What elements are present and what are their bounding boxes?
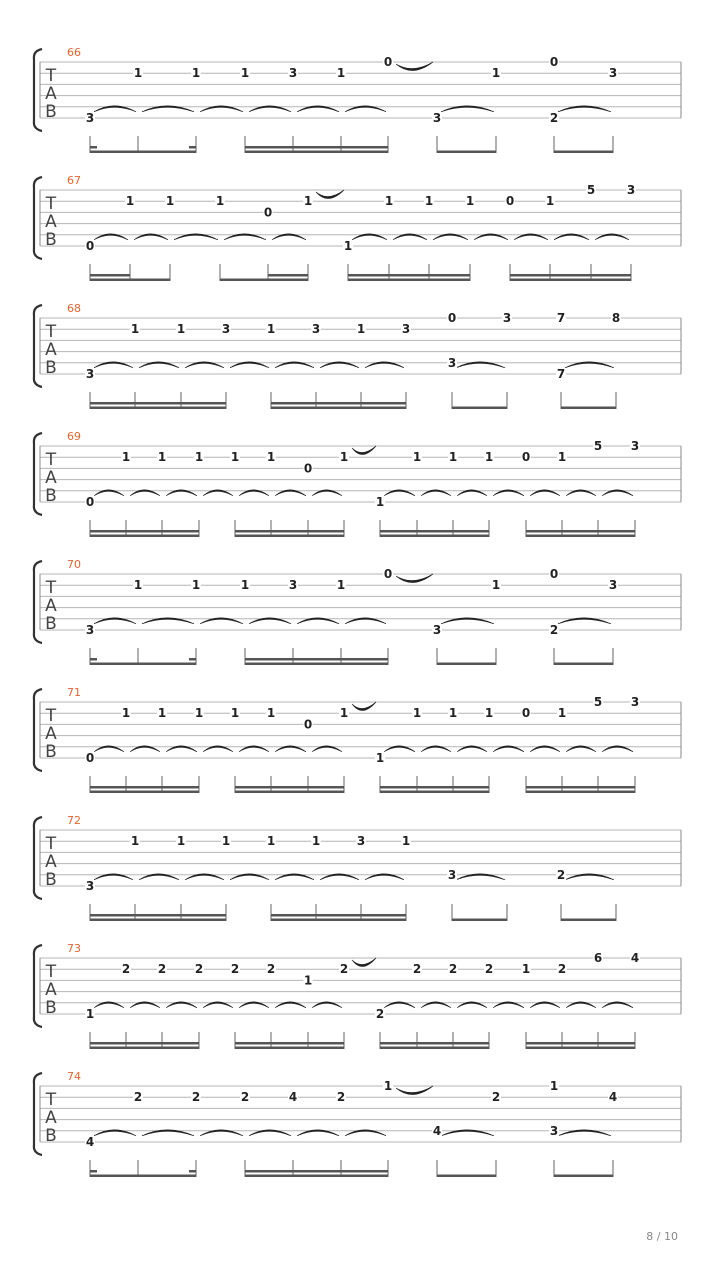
measure-number: 74 bbox=[67, 1070, 81, 1083]
beam bbox=[526, 1042, 635, 1045]
fret-number: 2 bbox=[157, 962, 167, 977]
fret-number: 1 bbox=[133, 578, 143, 593]
tab-clef-letter: B bbox=[45, 230, 57, 250]
beam bbox=[90, 407, 226, 410]
beam bbox=[271, 407, 406, 410]
tab-system bbox=[34, 174, 681, 281]
tab-clef-letter: T bbox=[45, 322, 57, 342]
fret-number: 1 bbox=[266, 706, 276, 721]
beam bbox=[452, 407, 507, 410]
tab-clef-letter: B bbox=[45, 614, 57, 634]
beam bbox=[90, 535, 199, 538]
system-bracket bbox=[34, 49, 42, 131]
fret-number: 1 bbox=[557, 706, 567, 721]
beam bbox=[90, 402, 226, 405]
tab-clef-letter: A bbox=[45, 84, 57, 104]
tab-system bbox=[34, 46, 681, 153]
measure-number: 67 bbox=[67, 174, 81, 187]
fret-number: 0 bbox=[383, 55, 393, 69]
fret-number: 3 bbox=[288, 578, 298, 593]
measure-number: 70 bbox=[67, 558, 81, 571]
tab-clef-letter: B bbox=[45, 486, 57, 506]
fret-number: 3 bbox=[432, 623, 442, 637]
tab-system bbox=[34, 302, 681, 409]
fret-number: 1 bbox=[191, 578, 201, 593]
fret-number: 1 bbox=[125, 194, 135, 209]
fret-number: 3 bbox=[432, 111, 442, 125]
fret-number: 1 bbox=[266, 322, 276, 337]
beam bbox=[90, 663, 196, 666]
tie-arc bbox=[352, 446, 376, 455]
beam bbox=[526, 1047, 635, 1050]
fret-number: 1 bbox=[266, 450, 276, 465]
beam bbox=[245, 1175, 388, 1178]
beam bbox=[554, 663, 613, 666]
beam bbox=[380, 535, 489, 538]
tie-arc bbox=[396, 1086, 433, 1095]
fret-number: 1 bbox=[121, 450, 131, 465]
tab-clef-letter: T bbox=[45, 706, 57, 726]
tab-clef-letter: A bbox=[45, 724, 57, 744]
fret-number: 0 bbox=[263, 205, 273, 220]
fret-number: 2 bbox=[266, 962, 276, 977]
beam bbox=[554, 151, 613, 154]
fret-number: 2 bbox=[230, 962, 240, 977]
fret-number: 3 bbox=[447, 867, 457, 882]
tab-clef-letter: T bbox=[45, 66, 57, 86]
beam bbox=[348, 279, 470, 282]
fret-number: 0 bbox=[303, 461, 313, 476]
fret-number: 4 bbox=[432, 1123, 442, 1138]
fret-number: 1 bbox=[191, 66, 201, 81]
page-number: 8 / 10 bbox=[646, 1230, 678, 1243]
beam bbox=[90, 1042, 199, 1045]
fret-number: 4 bbox=[85, 1135, 95, 1149]
fret-number: 1 bbox=[85, 1007, 95, 1021]
fret-number: 3 bbox=[630, 695, 640, 709]
beam bbox=[452, 919, 507, 922]
beam bbox=[90, 791, 199, 794]
fret-number: 1 bbox=[303, 973, 313, 988]
fret-number: 7 bbox=[556, 311, 566, 325]
beam bbox=[554, 1175, 613, 1178]
tab-system bbox=[34, 1070, 681, 1177]
measure-number: 72 bbox=[67, 814, 81, 827]
fret-number: 1 bbox=[130, 834, 140, 849]
measure-number: 73 bbox=[67, 942, 81, 955]
tab-clef-letter: T bbox=[45, 834, 57, 854]
fret-number: 2 bbox=[491, 1090, 501, 1105]
measure-number: 71 bbox=[67, 686, 81, 699]
fret-number: 3 bbox=[447, 355, 457, 370]
tab-clef-letter: T bbox=[45, 194, 57, 214]
fret-number: 0 bbox=[549, 567, 559, 581]
fret-number: 2 bbox=[484, 962, 494, 977]
tab-clef-letter: B bbox=[45, 1126, 57, 1146]
fret-number: 1 bbox=[336, 66, 346, 81]
fret-number: 2 bbox=[121, 962, 131, 977]
fret-number: 1 bbox=[176, 322, 186, 337]
beam bbox=[245, 663, 388, 666]
beam-stub bbox=[189, 146, 196, 149]
system-bracket bbox=[34, 817, 42, 899]
fret-number: 3 bbox=[356, 834, 366, 849]
fret-number: 1 bbox=[412, 450, 422, 465]
fret-number: 1 bbox=[356, 322, 366, 337]
fret-number: 0 bbox=[383, 567, 393, 581]
beam bbox=[235, 535, 344, 538]
system-bracket bbox=[34, 945, 42, 1027]
beam bbox=[271, 914, 406, 917]
beam-stub bbox=[90, 1170, 97, 1173]
beam bbox=[380, 791, 489, 794]
tab-clef-letter: T bbox=[45, 578, 57, 598]
fret-number: 3 bbox=[221, 322, 231, 337]
fret-number: 1 bbox=[557, 450, 567, 465]
fret-number: 4 bbox=[630, 951, 640, 965]
fret-number: 2 bbox=[375, 1007, 385, 1021]
beam bbox=[90, 530, 199, 533]
fret-number: 1 bbox=[343, 239, 353, 253]
beam bbox=[437, 1175, 496, 1178]
fret-number: 0 bbox=[85, 239, 95, 253]
tie-arc bbox=[316, 190, 344, 199]
fret-number: 1 bbox=[221, 834, 231, 849]
fret-number: 2 bbox=[336, 1090, 346, 1105]
beam bbox=[245, 146, 388, 149]
fret-number: 2 bbox=[133, 1090, 143, 1105]
fret-number: 0 bbox=[505, 194, 515, 209]
fret-number: 0 bbox=[521, 706, 531, 721]
measure-number: 69 bbox=[67, 430, 81, 443]
beam bbox=[245, 658, 388, 661]
fret-number: 1 bbox=[339, 706, 349, 721]
beam-stub bbox=[189, 658, 196, 661]
fret-number: 3 bbox=[608, 66, 618, 81]
beam bbox=[220, 279, 308, 282]
fret-number: 1 bbox=[339, 450, 349, 465]
fret-number: 7 bbox=[556, 367, 566, 381]
beam bbox=[235, 791, 344, 794]
fret-number: 1 bbox=[545, 194, 555, 209]
beam bbox=[561, 407, 616, 410]
tab-clef-letter: A bbox=[45, 1108, 57, 1128]
beam bbox=[271, 919, 406, 922]
fret-number: 1 bbox=[133, 66, 143, 81]
fret-number: 0 bbox=[303, 717, 313, 732]
fret-number: 1 bbox=[157, 450, 167, 465]
fret-number: 1 bbox=[412, 706, 422, 721]
fret-number: 6 bbox=[593, 951, 603, 965]
beam bbox=[380, 1042, 489, 1045]
fret-number: 1 bbox=[230, 706, 240, 721]
tab-clef-letter: A bbox=[45, 980, 57, 1000]
fret-number: 1 bbox=[383, 1079, 393, 1093]
beam bbox=[245, 1170, 388, 1173]
beam bbox=[380, 786, 489, 789]
fret-number: 2 bbox=[412, 962, 422, 977]
fret-number: 1 bbox=[491, 578, 501, 593]
tab-clef-letter: B bbox=[45, 998, 57, 1018]
fret-number: 1 bbox=[336, 578, 346, 593]
fret-number: 1 bbox=[121, 706, 131, 721]
fret-number: 1 bbox=[176, 834, 186, 849]
fret-number: 1 bbox=[448, 450, 458, 465]
fret-number: 3 bbox=[85, 111, 95, 125]
tab-clef-letter: B bbox=[45, 870, 57, 890]
beam bbox=[561, 919, 616, 922]
fret-number: 2 bbox=[556, 867, 566, 882]
fret-number: 3 bbox=[311, 322, 321, 337]
beam bbox=[437, 151, 496, 154]
beam bbox=[90, 1175, 196, 1178]
beam bbox=[90, 279, 170, 282]
beam bbox=[90, 151, 196, 154]
fret-number: 3 bbox=[401, 322, 411, 337]
system-bracket bbox=[34, 1073, 42, 1155]
tie-arc bbox=[396, 574, 433, 583]
tie-arc bbox=[352, 958, 376, 967]
beam-stub bbox=[90, 274, 130, 277]
tie-arc bbox=[396, 62, 433, 71]
fret-number: 1 bbox=[375, 751, 385, 765]
fret-number: 2 bbox=[194, 962, 204, 977]
fret-number: 1 bbox=[484, 706, 494, 721]
fret-number: 1 bbox=[240, 66, 250, 81]
fret-number: 0 bbox=[85, 495, 95, 509]
fret-number: 1 bbox=[303, 194, 313, 209]
tab-clef-letter: A bbox=[45, 340, 57, 360]
beam bbox=[526, 530, 635, 533]
fret-number: 1 bbox=[424, 194, 434, 209]
beam bbox=[526, 786, 635, 789]
fret-number: 8 bbox=[611, 311, 621, 325]
beam bbox=[235, 786, 344, 789]
beam bbox=[90, 914, 226, 917]
fret-number: 0 bbox=[549, 55, 559, 69]
fret-number: 1 bbox=[448, 706, 458, 721]
tab-clef-letter: A bbox=[45, 852, 57, 872]
fret-number: 3 bbox=[630, 439, 640, 453]
fret-number: 2 bbox=[339, 962, 349, 977]
fret-number: 5 bbox=[593, 695, 603, 709]
fret-number: 3 bbox=[85, 879, 95, 893]
measure-number: 68 bbox=[67, 302, 81, 315]
beam bbox=[437, 663, 496, 666]
fret-number: 1 bbox=[311, 834, 321, 849]
beam bbox=[510, 279, 631, 282]
beam-stub bbox=[268, 274, 308, 277]
tab-clef-letter: B bbox=[45, 102, 57, 122]
fret-number: 3 bbox=[549, 1123, 559, 1138]
system-bracket bbox=[34, 177, 42, 259]
fret-number: 2 bbox=[549, 111, 559, 125]
beam bbox=[235, 1042, 344, 1045]
fret-number: 0 bbox=[85, 751, 95, 765]
fret-number: 3 bbox=[288, 66, 298, 81]
beam-stub bbox=[90, 146, 97, 149]
fret-number: 2 bbox=[191, 1090, 201, 1105]
fret-number: 1 bbox=[521, 962, 531, 977]
beam bbox=[526, 535, 635, 538]
tab-system bbox=[34, 558, 681, 665]
fret-number: 4 bbox=[608, 1090, 618, 1105]
system-bracket bbox=[34, 689, 42, 771]
beam bbox=[235, 1047, 344, 1050]
fret-number: 1 bbox=[549, 1079, 559, 1093]
measure-number: 66 bbox=[67, 46, 81, 59]
fret-number: 1 bbox=[401, 834, 411, 849]
fret-number: 0 bbox=[521, 450, 531, 465]
tab-system bbox=[34, 814, 681, 921]
beam bbox=[526, 791, 635, 794]
fret-number: 1 bbox=[484, 450, 494, 465]
beam-stub bbox=[90, 658, 97, 661]
fret-number: 3 bbox=[502, 311, 512, 325]
system-bracket bbox=[34, 305, 42, 387]
beam bbox=[380, 530, 489, 533]
beam bbox=[271, 402, 406, 405]
beam bbox=[90, 1047, 199, 1050]
fret-number: 2 bbox=[448, 962, 458, 977]
fret-number: 2 bbox=[557, 962, 567, 977]
system-bracket bbox=[34, 561, 42, 643]
beam bbox=[90, 919, 226, 922]
tab-system bbox=[34, 430, 681, 537]
fret-number: 3 bbox=[85, 367, 95, 381]
fret-number: 1 bbox=[375, 495, 385, 509]
fret-number: 1 bbox=[215, 194, 225, 209]
beam bbox=[90, 786, 199, 789]
tab-clef-letter: T bbox=[45, 1090, 57, 1110]
fret-number: 1 bbox=[194, 450, 204, 465]
tie-arc bbox=[352, 702, 376, 711]
tab-clef-letter: B bbox=[45, 742, 57, 762]
fret-number: 1 bbox=[194, 706, 204, 721]
beam bbox=[380, 1047, 489, 1050]
fret-number: 3 bbox=[85, 623, 95, 637]
beam-stub bbox=[189, 1170, 196, 1173]
beam bbox=[510, 274, 631, 277]
fret-number: 3 bbox=[608, 578, 618, 593]
fret-number: 2 bbox=[549, 623, 559, 637]
tab-clef-letter: A bbox=[45, 212, 57, 232]
fret-number: 2 bbox=[240, 1090, 250, 1105]
fret-number: 1 bbox=[266, 834, 276, 849]
tab-clef-letter: A bbox=[45, 468, 57, 488]
beam bbox=[348, 274, 470, 277]
system-bracket bbox=[34, 433, 42, 515]
fret-number: 1 bbox=[240, 578, 250, 593]
fret-number: 1 bbox=[230, 450, 240, 465]
fret-number: 5 bbox=[586, 183, 596, 197]
beam bbox=[245, 151, 388, 154]
fret-number: 3 bbox=[626, 183, 636, 197]
fret-number: 1 bbox=[384, 194, 394, 209]
tab-clef-letter: B bbox=[45, 358, 57, 378]
beam bbox=[235, 530, 344, 533]
tab-system bbox=[34, 942, 681, 1049]
tab-clef-letter: T bbox=[45, 962, 57, 982]
fret-number: 1 bbox=[130, 322, 140, 337]
fret-number: 1 bbox=[165, 194, 175, 209]
fret-number: 4 bbox=[288, 1090, 298, 1105]
tab-system bbox=[34, 686, 681, 793]
tab-clef-letter: T bbox=[45, 450, 57, 470]
fret-number: 1 bbox=[465, 194, 475, 209]
fret-number: 0 bbox=[447, 311, 457, 325]
tab-clef-letter: A bbox=[45, 596, 57, 616]
fret-number: 1 bbox=[157, 706, 167, 721]
fret-number: 1 bbox=[491, 66, 501, 81]
fret-number: 5 bbox=[593, 439, 603, 453]
